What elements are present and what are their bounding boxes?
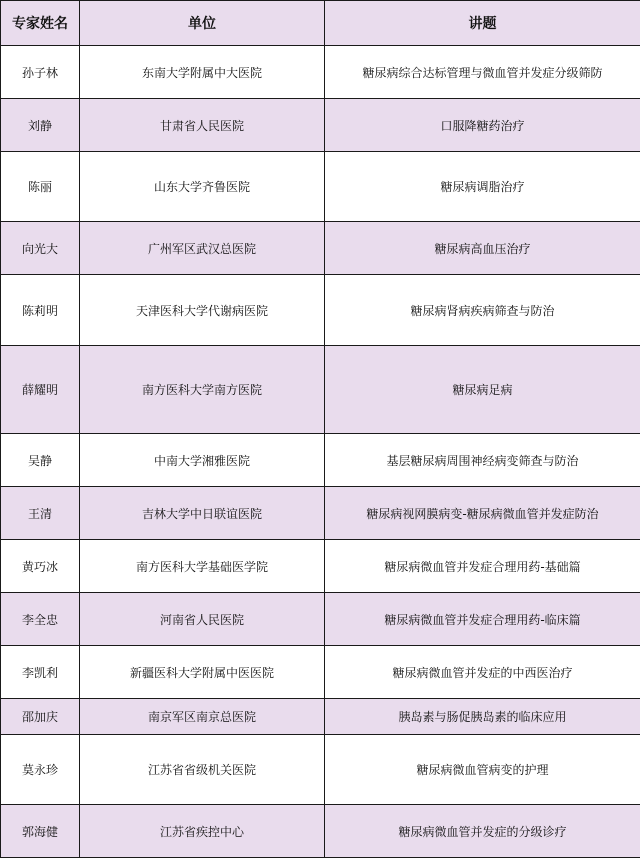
cell-org: 天津医科大学代谢病医院 [80, 275, 325, 346]
table-row [1, 434, 640, 487]
table-row [1, 805, 640, 858]
cell-topic: 糖尿病微血管并发症的中西医治疗 [325, 646, 640, 699]
cell-name: 向光大 [1, 222, 80, 275]
cell-name: 吴静 [1, 434, 80, 487]
cell-name: 郭海健 [1, 805, 80, 858]
header-row [1, 1, 640, 46]
cell-org: 新疆医科大学附属中医医院 [80, 646, 325, 699]
cell-topic: 糖尿病足病 [325, 346, 640, 434]
cell-org: 江苏省省级机关医院 [80, 735, 325, 805]
cell-topic: 糖尿病微血管并发症合理用药-基础篇 [325, 540, 640, 593]
cell-topic: 糖尿病微血管病变的护理 [325, 735, 640, 805]
cell-topic: 糖尿病肾病疾病筛查与防治 [325, 275, 640, 346]
cell-org: 南方医科大学南方医院 [80, 346, 325, 434]
cell-name: 黄巧冰 [1, 540, 80, 593]
cell-org: 山东大学齐鲁医院 [80, 152, 325, 222]
cell-name: 邵加庆 [1, 699, 80, 735]
cell-org: 河南省人民医院 [80, 593, 325, 646]
cell-name: 薛耀明 [1, 346, 80, 434]
table-row [1, 646, 640, 699]
cell-topic: 糖尿病综合达标管理与微血管并发症分级筛防 [325, 46, 640, 99]
cell-org: 南方医科大学基础医学院 [80, 540, 325, 593]
table-row [1, 735, 640, 805]
table-row [1, 699, 640, 735]
cell-name: 陈莉明 [1, 275, 80, 346]
table-row [1, 593, 640, 646]
table-row [1, 275, 640, 346]
cell-org: 东南大学附属中大医院 [80, 46, 325, 99]
cell-name: 孙子林 [1, 46, 80, 99]
cell-topic: 基层糖尿病周围神经病变筛查与防治 [325, 434, 640, 487]
table-row [1, 99, 640, 152]
table-row [1, 46, 640, 99]
cell-name: 王清 [1, 487, 80, 540]
cell-org: 江苏省疾控中心 [80, 805, 325, 858]
cell-topic: 糖尿病微血管并发症的分级诊疗 [325, 805, 640, 858]
cell-name: 李凯利 [1, 646, 80, 699]
table-row [1, 152, 640, 222]
cell-name: 莫永珍 [1, 735, 80, 805]
table-row [1, 346, 640, 434]
header-name: 专家姓名 [1, 1, 80, 46]
header-topic: 讲题 [325, 1, 640, 46]
cell-org: 南京军区南京总医院 [80, 699, 325, 735]
header-org: 单位 [80, 1, 325, 46]
cell-org: 甘肃省人民医院 [80, 99, 325, 152]
cell-name: 陈丽 [1, 152, 80, 222]
cell-name: 李全忠 [1, 593, 80, 646]
cell-org: 吉林大学中日联谊医院 [80, 487, 325, 540]
cell-org: 广州军区武汉总医院 [80, 222, 325, 275]
table-row [1, 487, 640, 540]
cell-topic: 口服降糖药治疗 [325, 99, 640, 152]
cell-topic: 糖尿病视网膜病变-糖尿病微血管并发症防治 [325, 487, 640, 540]
cell-topic: 糖尿病微血管并发症合理用药-临床篇 [325, 593, 640, 646]
cell-topic: 糖尿病调脂治疗 [325, 152, 640, 222]
cell-name: 刘静 [1, 99, 80, 152]
table-row [1, 222, 640, 275]
cell-topic: 胰岛素与肠促胰岛素的临床应用 [325, 699, 640, 735]
cell-org: 中南大学湘雅医院 [80, 434, 325, 487]
table-row [1, 540, 640, 593]
cell-topic: 糖尿病高血压治疗 [325, 222, 640, 275]
